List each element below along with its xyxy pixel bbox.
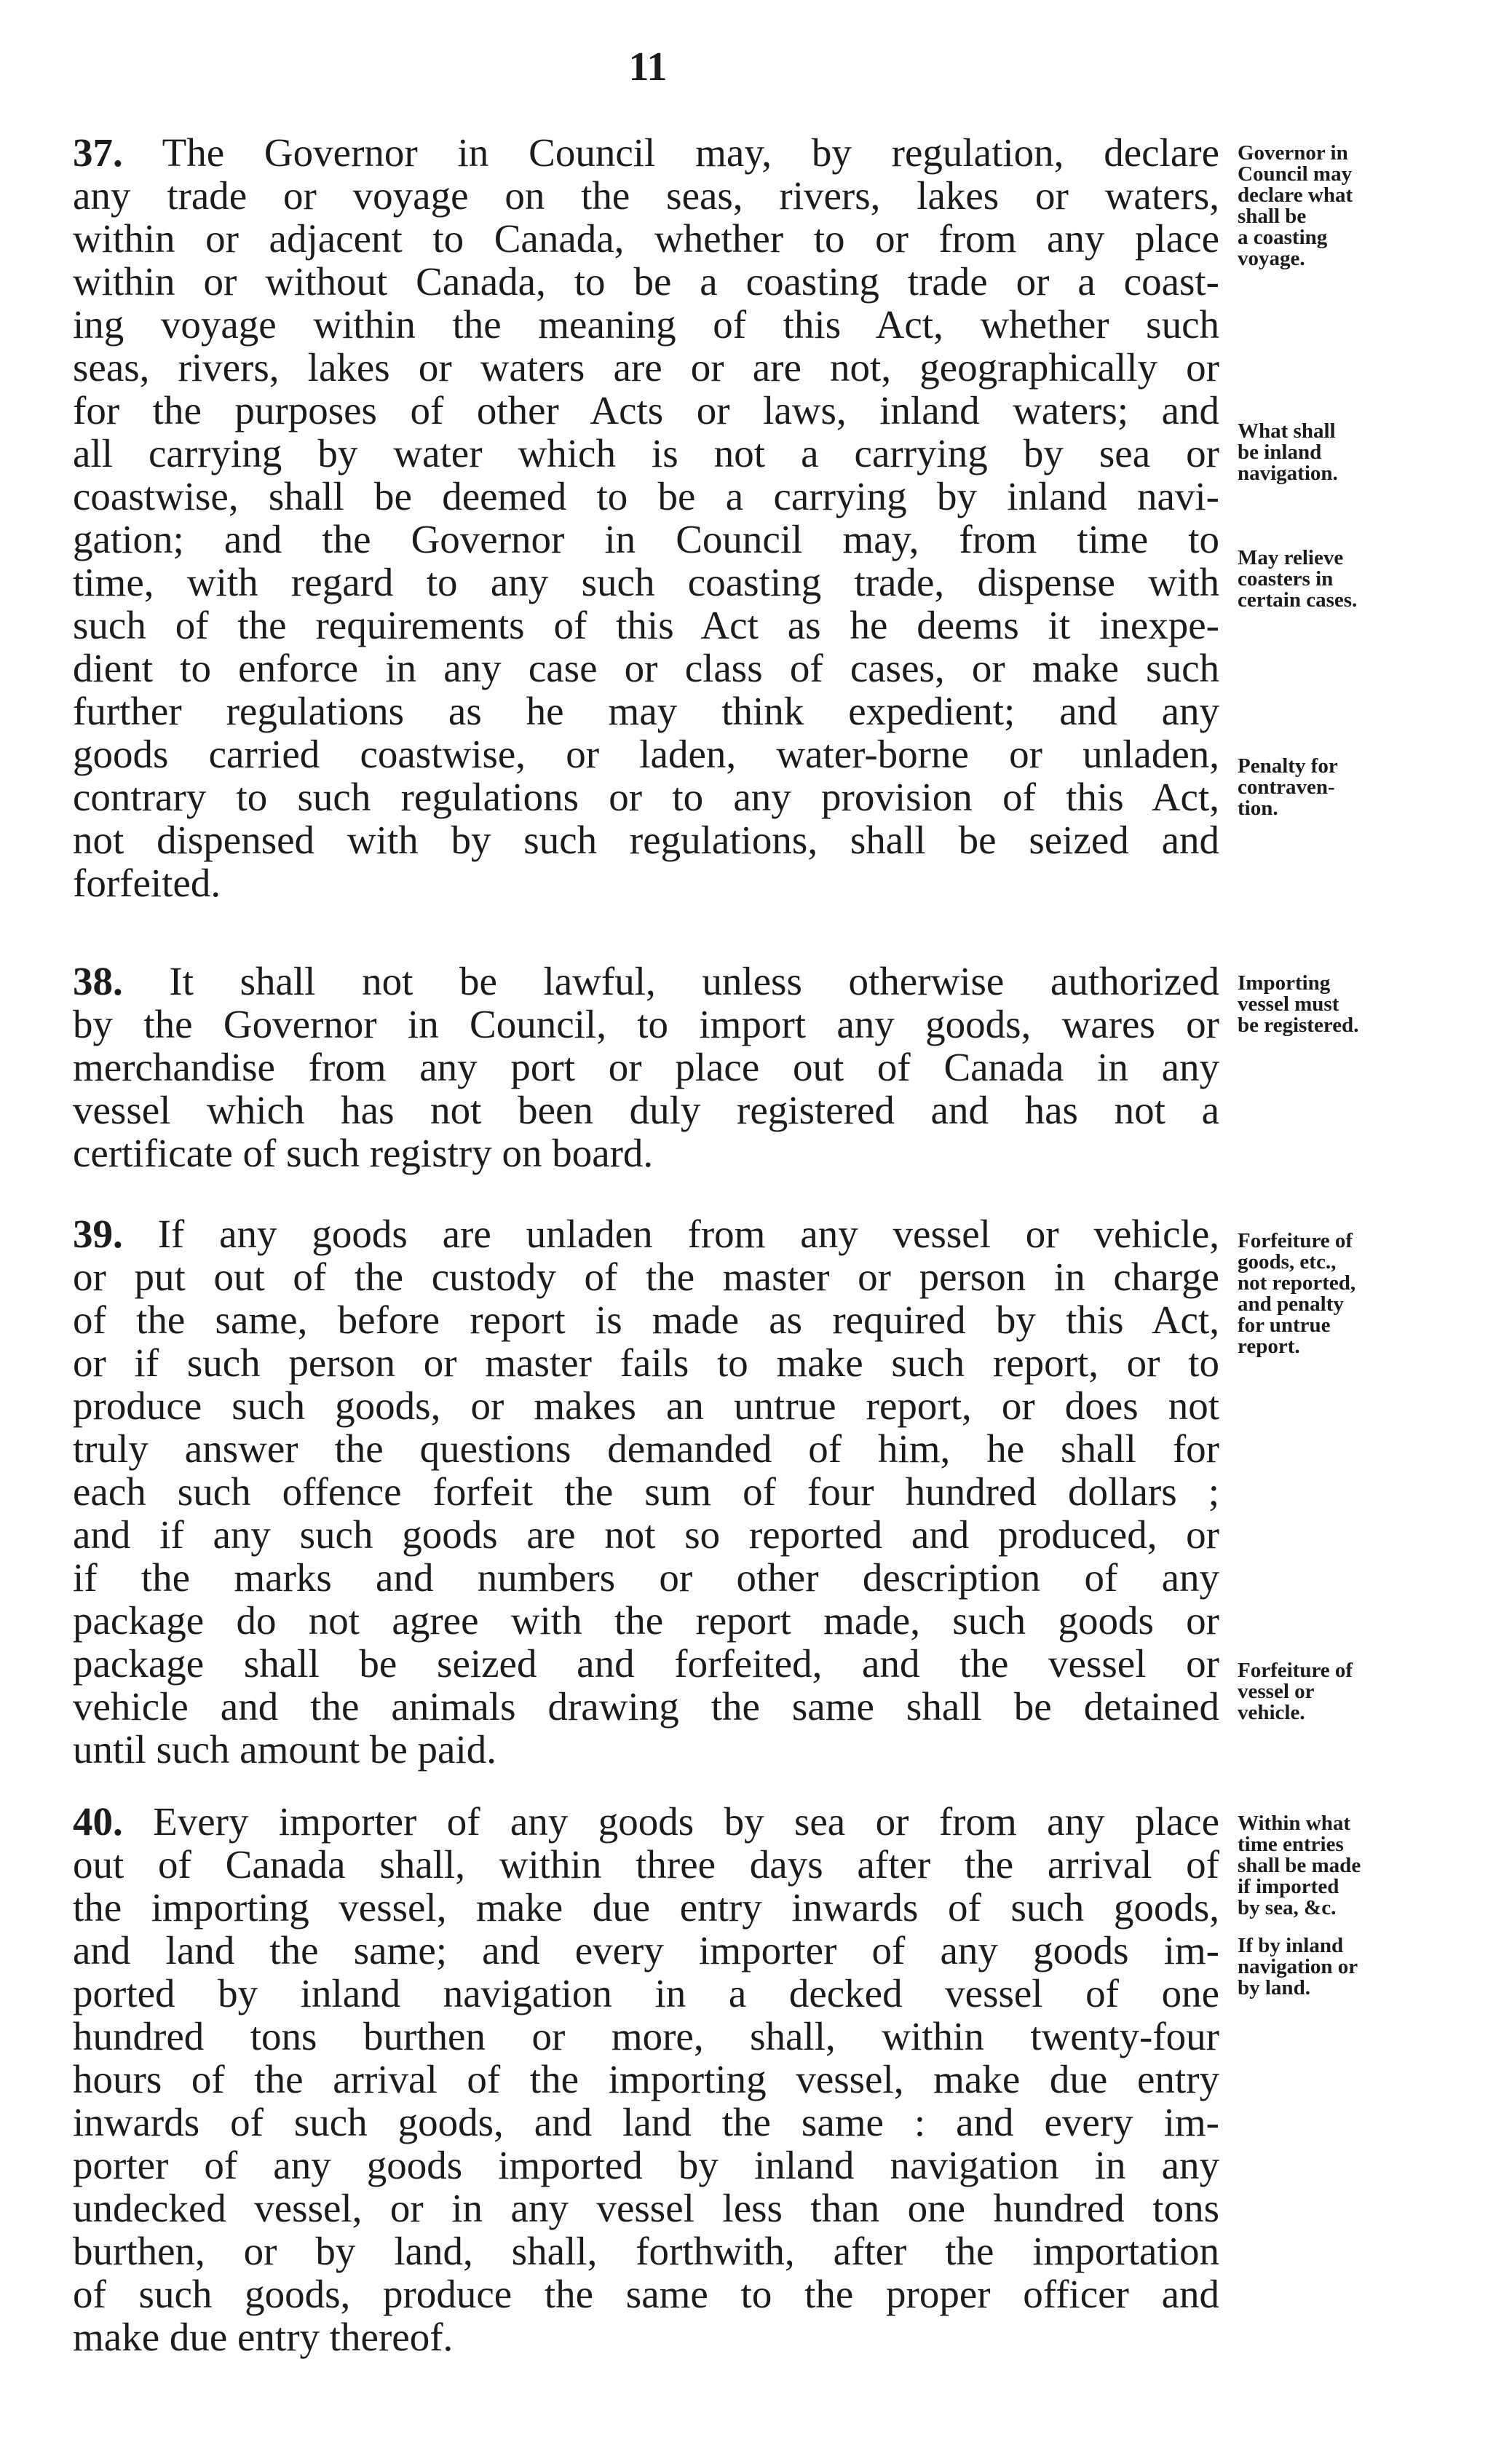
body-line: and land the same; and every importer of any goods im- xyxy=(73,1928,1219,1973)
margin-note-line: Council may xyxy=(1238,162,1353,186)
section-39 xyxy=(73,1212,1219,1771)
section-body xyxy=(73,1255,1219,1771)
body-line: the importing vessel, make due entry inwards of such goods, xyxy=(73,1885,1219,1930)
margin-note-line: declare what xyxy=(1238,183,1353,207)
body-line: each such offence forfeit the sum of four hundred dollars ; xyxy=(73,1469,1219,1514)
body-line: further regulations as he may think expedient; and any xyxy=(73,689,1219,733)
body-line: forfeited. xyxy=(73,861,221,905)
body-line: and if any such goods are not so reported and produced, or xyxy=(73,1512,1219,1557)
body-line: until such amount be paid. xyxy=(73,1727,496,1772)
margin-note-line: Governor in xyxy=(1238,141,1348,165)
body-line: of such goods, produce the same to the proper officer and xyxy=(73,2272,1219,2316)
body-line: certificate of such registry on board. xyxy=(73,1131,654,1175)
body-line: hours of the arrival of the importing vessel, make due entry xyxy=(73,2057,1219,2101)
section-38 xyxy=(73,960,1219,1174)
margin-note-line: goods, etc., xyxy=(1238,1250,1337,1274)
body-line: or put out of the custody of the master or person in charge xyxy=(73,1255,1219,1299)
margin-note xyxy=(1238,421,1471,484)
margin-note-line: May relieve xyxy=(1238,546,1344,569)
body-line: package do not agree with the report made, such goods or xyxy=(73,1598,1219,1643)
section-text: It shall not be lawful, unless otherwise authorized xyxy=(169,959,1220,1003)
body-line: truly answer the questions demanded of him, he shall for xyxy=(73,1426,1219,1471)
margin-note-line: If by inland xyxy=(1238,1934,1344,1957)
margin-note-line: Within what xyxy=(1238,1812,1350,1835)
margin-note-line: Importing xyxy=(1238,971,1331,995)
body-line: time, with regard to any such coasting trade, dispense with xyxy=(73,560,1219,604)
margin-note-line: vessel or xyxy=(1238,1680,1315,1703)
body-line: undecked vessel, or in any vessel less than one hundred tons xyxy=(73,2186,1219,2230)
margin-note-line: navigation. xyxy=(1238,462,1338,485)
body-line: within or adjacent to Canada, whether to or from any place xyxy=(73,216,1219,261)
section-first-line xyxy=(73,1212,1219,1255)
margin-note-line: tion. xyxy=(1238,797,1278,820)
body-line: burthen, or by land, shall, forthwith, after the importation xyxy=(73,2229,1219,2273)
margin-note-line: What shall xyxy=(1238,419,1336,443)
margin-note-line: by land. xyxy=(1238,1976,1310,1999)
body-line: if the marks and numbers or other description of any xyxy=(73,1555,1219,1600)
body-line: porter of any goods imported by inland navigation in any xyxy=(73,2143,1219,2187)
body-line: all carrying by water which is not a carrying by sea or xyxy=(73,431,1219,475)
margin-note xyxy=(1238,1935,1471,1999)
margin-note-line: navigation or xyxy=(1238,1955,1358,1978)
body-line: within or without Canada, to be a coasting trade or a coast- xyxy=(73,259,1219,304)
body-line: hundred tons burthen or more, shall, within twenty-four xyxy=(73,2014,1219,2058)
body-line: inwards of such goods, and land the same : and every im- xyxy=(73,2100,1219,2144)
body-line: produce such goods, or makes an untrue report, or does not xyxy=(73,1383,1219,1428)
section-first-line xyxy=(73,1800,1219,1843)
margin-note xyxy=(1238,973,1471,1036)
body-line: gation; and the Governor in Council may, from time to xyxy=(73,517,1219,561)
body-line: for the purposes of other Acts or laws, inland waters; and xyxy=(73,388,1219,433)
margin-note xyxy=(1238,1813,1471,1919)
body-line: by the Governor in Council, to import any goods, wares or xyxy=(73,1002,1219,1046)
section-number: 38. xyxy=(73,959,123,1003)
section-number: 39. xyxy=(73,1212,123,1256)
body-line: make due entry thereof. xyxy=(73,2315,454,2359)
margin-note-line: be registered. xyxy=(1238,1014,1359,1037)
section-first-line xyxy=(73,960,1219,1003)
margin-note xyxy=(1238,756,1471,819)
body-line: coastwise, shall be deemed to be a carrying by inland navi- xyxy=(73,474,1219,518)
body-line: merchandise from any port or place out of Canada in any xyxy=(73,1045,1219,1089)
body-line: or if such person or master fails to make such report, or to xyxy=(73,1340,1219,1385)
body-line: not dispensed with by such regulations, shall be seized and xyxy=(73,818,1219,862)
body-line: seas, rivers, lakes or waters are or are not, geographically or xyxy=(73,345,1219,390)
margin-note-line: and penalty xyxy=(1238,1292,1344,1316)
body-line: package shall be seized and forfeited, and the vessel or xyxy=(73,1641,1219,1686)
margin-note-line: vehicle. xyxy=(1238,1701,1305,1724)
margin-note-line: certain cases. xyxy=(1238,588,1358,612)
body-line: out of Canada shall, within three days after the arrival of xyxy=(73,1842,1219,1887)
margin-note-line: voyage. xyxy=(1238,247,1305,270)
section-body xyxy=(73,1843,1219,2358)
section-body xyxy=(73,1003,1219,1174)
body-line: vessel which has not been duly registered and has not a xyxy=(73,1088,1219,1132)
margin-note-line: report. xyxy=(1238,1335,1300,1358)
margin-note-line: shall be xyxy=(1238,205,1307,228)
body-line: any trade or voyage on the seas, rivers, lakes or waters, xyxy=(73,173,1219,218)
margin-note xyxy=(1238,1660,1471,1723)
body-line: contrary to such regulations or to any provision of this Act, xyxy=(73,775,1219,819)
section-40 xyxy=(73,1800,1219,2358)
margin-note-line: Forfeiture of xyxy=(1238,1659,1353,1682)
margin-note xyxy=(1238,548,1471,611)
page-number: 11 xyxy=(628,44,668,90)
body-line: of the same, before report is made as required by this Act, xyxy=(73,1298,1219,1342)
margin-note-line: coasters in xyxy=(1238,567,1334,591)
body-line: such of the requirements of this Act as he deems it inexpe- xyxy=(73,603,1219,647)
body-line: goods carried coastwise, or laden, water-borne or unladen, xyxy=(73,732,1219,776)
section-text: Every importer of any goods by sea or from any place xyxy=(153,1799,1219,1844)
body-line: ported by inland navigation in a decked vessel of one xyxy=(73,1971,1219,2015)
section-first-line xyxy=(73,131,1219,174)
body-line: dient to enforce in any case or class of cases, or make such xyxy=(73,646,1219,690)
margin-note-line: Forfeiture of xyxy=(1238,1229,1353,1252)
section-text: If any goods are unladen from any vessel or vehicle, xyxy=(157,1212,1220,1256)
margin-note-line: vessel must xyxy=(1238,992,1339,1016)
margin-note-line: not reported, xyxy=(1238,1271,1356,1295)
margin-note xyxy=(1238,1231,1471,1357)
margin-note-line: a coasting xyxy=(1238,226,1328,249)
margin-note xyxy=(1238,143,1471,269)
margin-note-line: be inland xyxy=(1238,441,1322,464)
section-text: The Governor in Council may, by regulation, declare xyxy=(162,130,1219,175)
margin-note-line: Penalty for xyxy=(1238,754,1338,778)
margin-note-line: by sea, &c. xyxy=(1238,1896,1337,1919)
section-number: 40. xyxy=(73,1799,123,1844)
body-line: vehicle and the animals drawing the same shall be detained xyxy=(73,1684,1219,1729)
section-37 xyxy=(73,131,1219,904)
margin-note-line: for untrue xyxy=(1238,1314,1331,1337)
margin-note-line: contraven- xyxy=(1238,775,1335,799)
body-line: ing voyage within the meaning of this Act, whether such xyxy=(73,302,1219,347)
margin-note-line: shall be made xyxy=(1238,1854,1361,1877)
section-number: 37. xyxy=(73,130,123,175)
margin-note-line: time entries xyxy=(1238,1833,1344,1856)
section-body xyxy=(73,174,1219,904)
margin-note-line: if imported xyxy=(1238,1875,1339,1898)
